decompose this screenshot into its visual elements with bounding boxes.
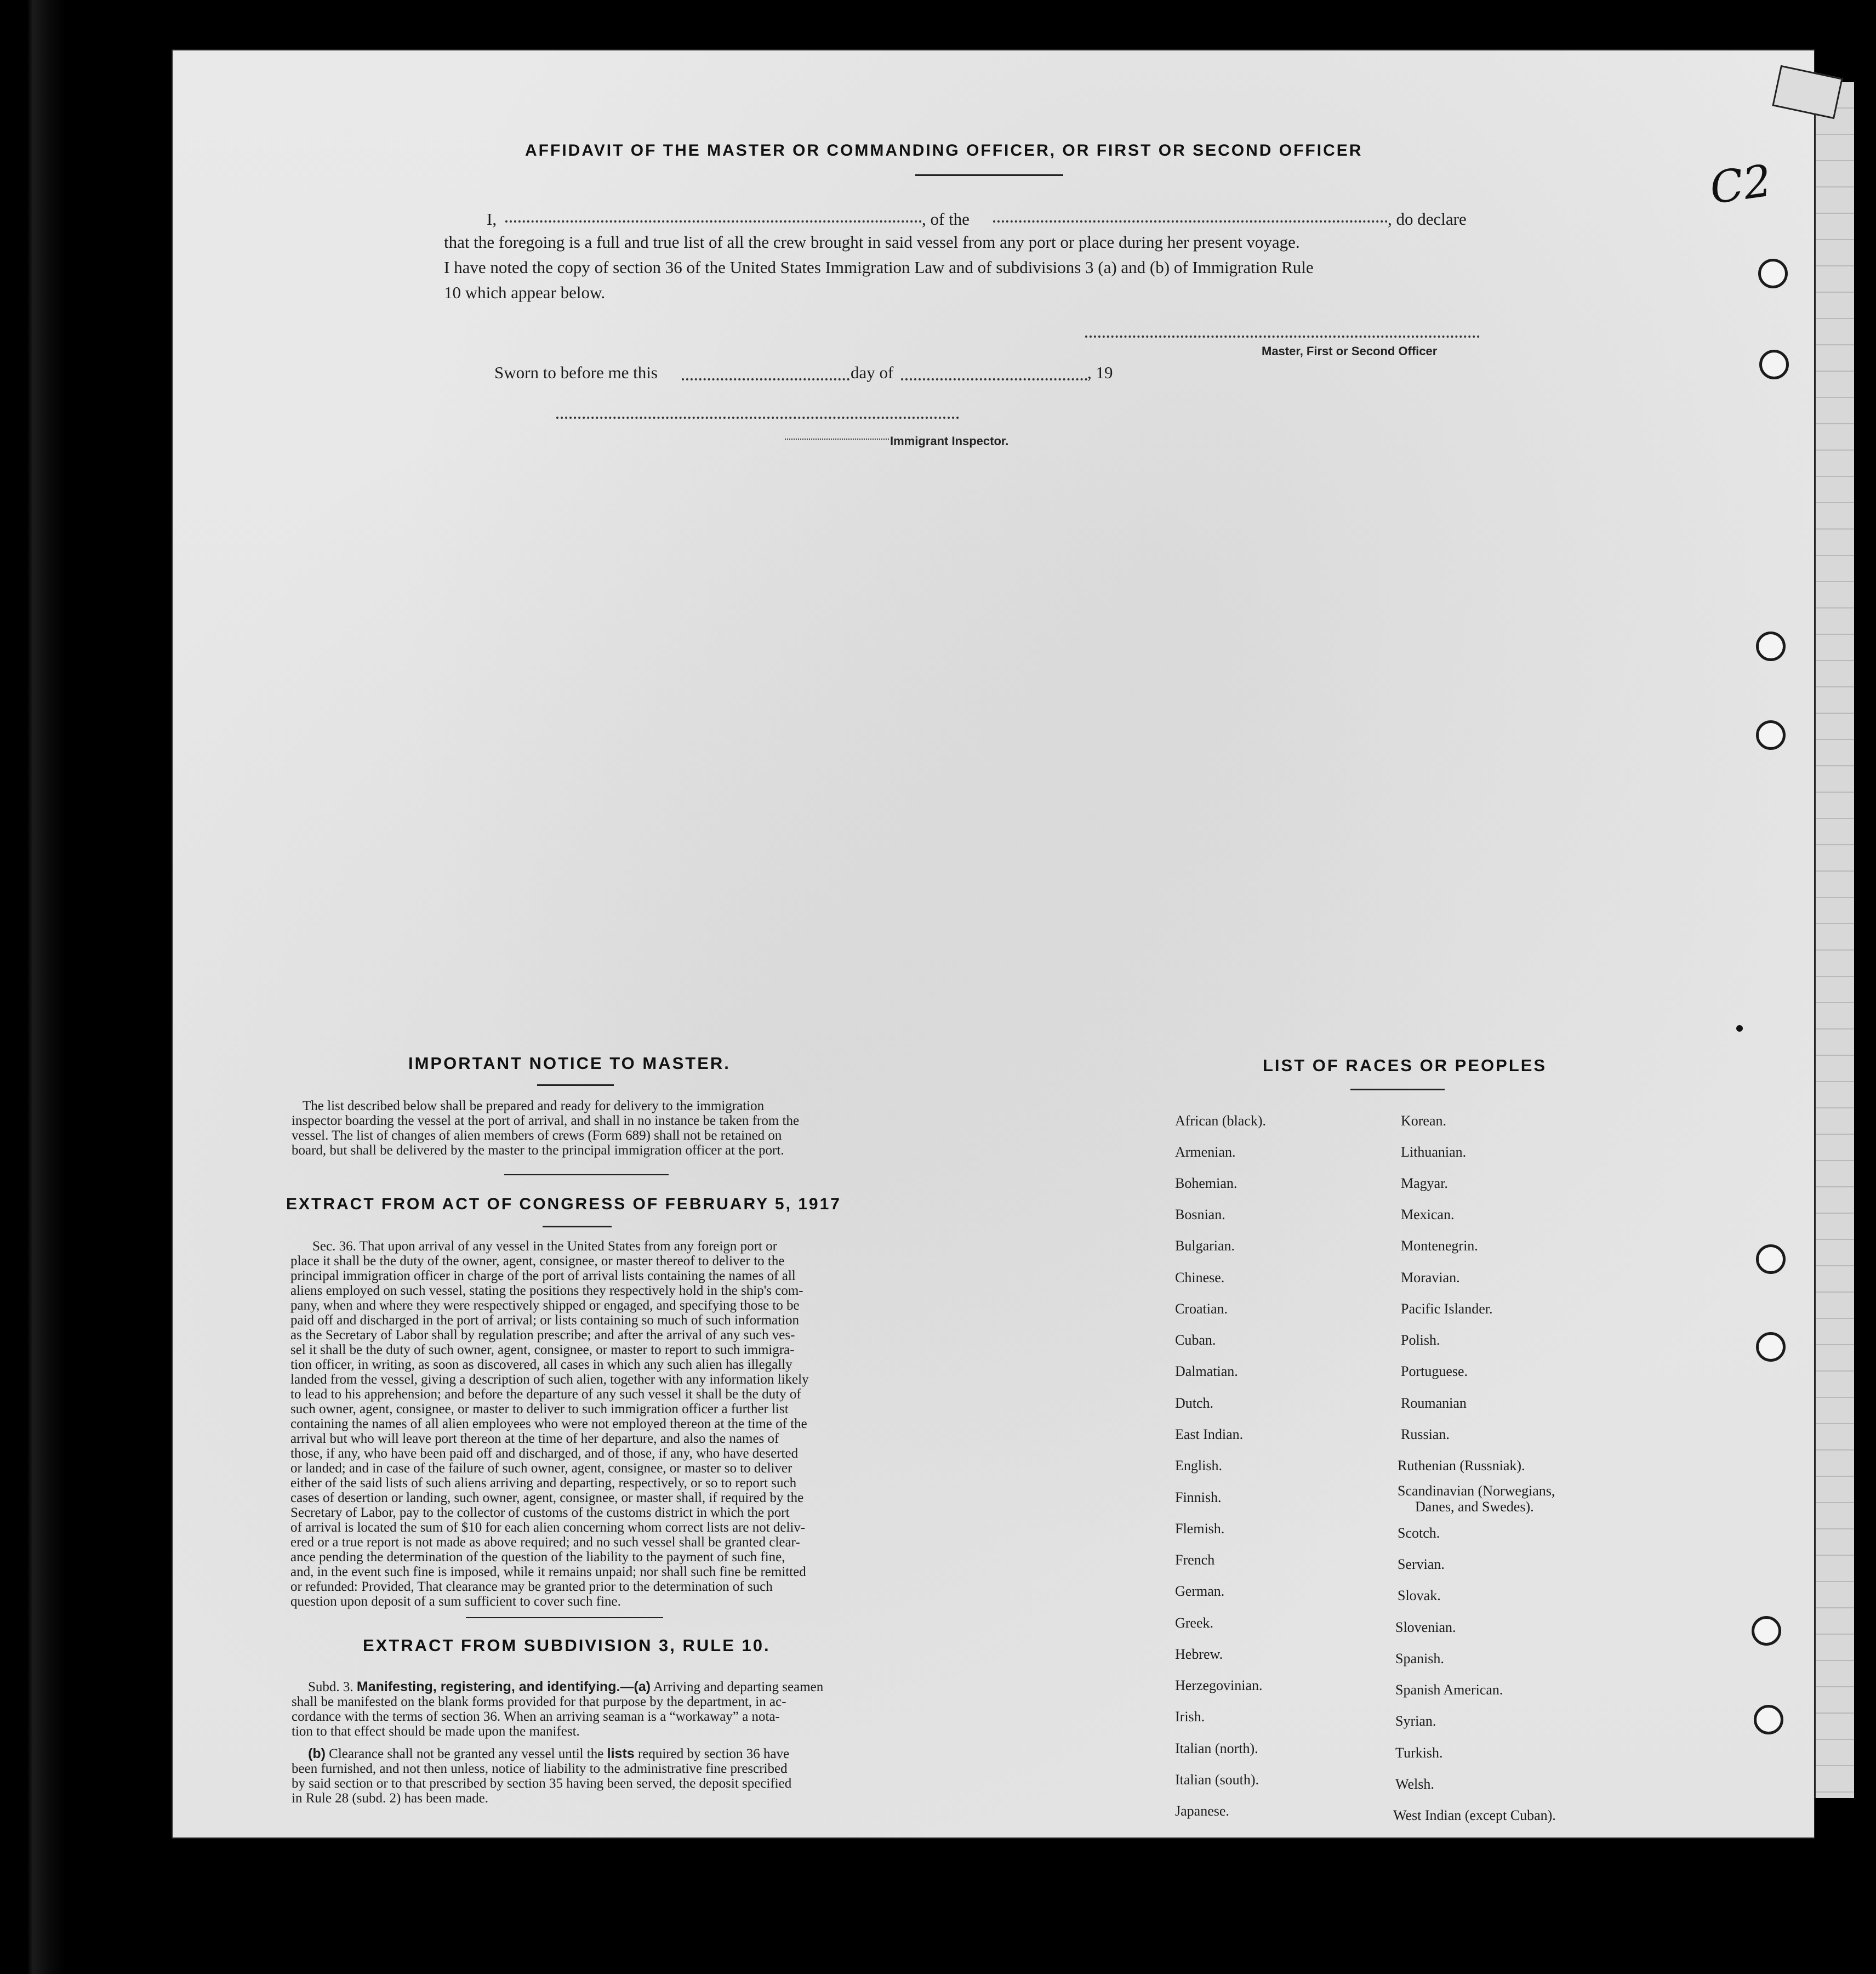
race-item: East Indian. xyxy=(1175,1426,1244,1442)
race-item: Mexican. xyxy=(1401,1207,1455,1222)
act-line: as the Secretary of Labor shall by regulation prescribe; and after the arrival of any such ves- xyxy=(290,1328,795,1342)
punch-hole xyxy=(1756,1332,1786,1362)
race-item: Roumanian xyxy=(1401,1395,1467,1411)
race-item-continuation: Danes, and Swedes). xyxy=(1415,1499,1534,1515)
rule-body-b xyxy=(292,1747,878,1806)
race-item: Italian (south). xyxy=(1175,1772,1259,1788)
race-item: African (black). xyxy=(1175,1113,1267,1129)
inspector-signature-line[interactable] xyxy=(556,417,959,419)
act-line: or landed; and in case of the failure of such owner, agent, consignee, or master so to deliver xyxy=(290,1461,792,1476)
notice-body xyxy=(292,1099,881,1158)
vessel-blank[interactable] xyxy=(993,220,1388,223)
rule-b-line: in Rule 28 (subd. 2) has been made. xyxy=(292,1791,488,1806)
race-item: Croatian. xyxy=(1175,1301,1228,1317)
act-line: place it shall be the duty of the owner, agent, consignee, or master thereof to deliver to the xyxy=(290,1254,785,1268)
act-line: sel it shall be the duty of such owner, agent, consignee, or master to report to such immigra- xyxy=(290,1342,795,1357)
handwritten-mark: C2 xyxy=(1707,155,1775,214)
race-item: Scandinavian (Norwegians, xyxy=(1398,1483,1555,1499)
signature-line[interactable] xyxy=(1085,335,1480,338)
rule-a-line: Arriving and departing seamen xyxy=(651,1680,824,1694)
act-line: to lead to his apprehension; and before the departure of any such vessel it shall be the duty of xyxy=(290,1387,801,1402)
race-item: Slovak. xyxy=(1398,1588,1441,1603)
sworn-day-blank[interactable] xyxy=(682,378,849,380)
act-line: question upon deposit of a sum sufficient to cover such fine. xyxy=(290,1594,621,1609)
race-item: Herzegovinian. xyxy=(1175,1677,1263,1693)
act-line: ered or a true report is not made as above required; and no such vessel shall be granted clear- xyxy=(290,1535,800,1550)
race-item: Armenian. xyxy=(1175,1144,1236,1160)
act-body xyxy=(290,1239,881,1609)
race-item: Dutch. xyxy=(1175,1395,1214,1411)
act-line: of arrival is located the sum of $10 for each alien concerning whom correct lists are not deliv- xyxy=(290,1520,806,1535)
punch-hole xyxy=(1754,1705,1783,1734)
rule-b-text: Clearance shall not be granted any vessel until the xyxy=(325,1747,607,1761)
notice-line: board, but shall be delivered by the master to the principal immigration officer at the port. xyxy=(292,1143,784,1158)
adjacent-page-edge xyxy=(1814,82,1854,1798)
race-item: Lithuanian. xyxy=(1401,1144,1467,1160)
race-item: Moravian. xyxy=(1401,1270,1460,1285)
race-item: French xyxy=(1175,1552,1215,1568)
rule-a-line: shall be manifested on the blank forms provided for that purpose by the department, in ac- xyxy=(292,1694,786,1709)
race-item: Servian. xyxy=(1398,1556,1445,1572)
rule-b-heading: (b) xyxy=(308,1746,326,1761)
punch-hole xyxy=(1758,259,1788,288)
affidavit-declare: , do declare xyxy=(1388,209,1467,229)
rule-a-line: tion to that effect should be made upon the manifest. xyxy=(292,1724,580,1739)
race-item: Turkish. xyxy=(1395,1745,1443,1761)
race-item: Pacific Islander. xyxy=(1401,1301,1493,1317)
race-item: English. xyxy=(1175,1458,1222,1474)
affidavit-line-4: 10 which appear below. xyxy=(444,283,606,302)
race-item: Greek. xyxy=(1175,1615,1214,1631)
race-item: Japanese. xyxy=(1175,1803,1229,1819)
rule-a-heading: Manifesting, registering, and identifying.—(a) xyxy=(356,1679,651,1694)
punch-hole xyxy=(1752,1616,1781,1646)
affidavit-line-3: I have noted the copy of section 36 of the United States Immigration Law and of subdivisions 3 (a) and (b) of Immigration Rule xyxy=(444,258,1314,277)
notice-line: The list described below shall be prepared and ready for delivery to the immigration xyxy=(303,1099,765,1113)
race-item: Portuguese. xyxy=(1401,1363,1468,1379)
scan-edge xyxy=(0,0,66,1974)
act-line: Sec. 36. That upon arrival of any vessel in the United States from any foreign port or xyxy=(312,1239,777,1254)
race-item: Slovenian. xyxy=(1395,1619,1456,1635)
race-item: Flemish. xyxy=(1175,1521,1225,1537)
act-line: principal immigration officer in charge of the port of arrival lists containing the names of all xyxy=(290,1268,796,1283)
notice-line: inspector boarding the vessel at the port of arrival, and shall in no instance be taken from the xyxy=(292,1113,800,1128)
race-item: West Indian (except Cuban). xyxy=(1393,1807,1556,1823)
punch-hole xyxy=(1756,1244,1786,1274)
rule-title: EXTRACT FROM SUBDIVISION 3, RULE 10. xyxy=(363,1636,771,1655)
notice-title: IMPORTANT NOTICE TO MASTER. xyxy=(408,1054,731,1073)
punch-hole xyxy=(1756,632,1786,661)
act-line: arrival but who will leave port thereon at the time of her departure, and also the names of xyxy=(290,1431,779,1446)
sworn-year: , 19 xyxy=(1087,363,1113,382)
race-item: Bohemian. xyxy=(1175,1175,1238,1191)
race-item: Russian. xyxy=(1401,1426,1450,1442)
rule-b-text: required by section 36 have xyxy=(634,1747,790,1761)
act-line: ance pending the determination of the question of the liability to the payment of such fine, xyxy=(290,1550,785,1565)
affidavit-title: AFFIDAVIT OF THE MASTER OR COMMANDING OFFICER, OR FIRST OR SECOND OFFICER xyxy=(525,141,1363,160)
name-blank[interactable] xyxy=(505,220,922,223)
affidavit-of-the: , of the xyxy=(922,209,970,229)
section-divider xyxy=(504,1174,669,1175)
races-title: LIST OF RACES OR PEOPLES xyxy=(1263,1056,1547,1075)
rule-body-a xyxy=(292,1680,878,1739)
section-divider xyxy=(466,1617,663,1618)
act-line: containing the names of all alien employees who were not employed thereon at the time of the xyxy=(290,1416,807,1431)
race-item: Syrian. xyxy=(1395,1713,1436,1729)
act-line: aliens employed on such vessel, stating the positions they respectively hold in the ship's com- xyxy=(290,1283,803,1298)
act-line: Secretary of Labor, pay to the collector of customs of the customs district in which the port xyxy=(290,1505,790,1520)
notice-rule xyxy=(537,1084,614,1086)
rule-a-prefix: Subd. 3. xyxy=(308,1680,357,1694)
rule-b-line: by said section or to that prescribed by section 35 having been served, the deposit specified xyxy=(292,1776,792,1791)
rule-b-lists: lists xyxy=(607,1746,635,1761)
act-line: either of the said lists of such aliens arriving and departing, respectively, or so to report such xyxy=(290,1476,797,1491)
race-item: Polish. xyxy=(1401,1332,1440,1348)
act-rule xyxy=(543,1226,612,1227)
race-item: Chinese. xyxy=(1175,1270,1225,1285)
race-item: Finnish. xyxy=(1175,1489,1222,1505)
act-line: landed from the vessel, giving a description of such alien, together with any information likely xyxy=(290,1372,809,1387)
inspector-caption: Immigrant Inspector. xyxy=(890,434,1009,448)
inspector-name-dots xyxy=(785,439,889,440)
race-item: Ruthenian (Russniak). xyxy=(1398,1458,1525,1474)
race-item: Bulgarian. xyxy=(1175,1238,1235,1254)
race-item: Spanish. xyxy=(1395,1651,1444,1666)
race-item: Magyar. xyxy=(1401,1175,1448,1191)
race-item: Montenegrin. xyxy=(1401,1238,1478,1254)
act-line: those, if any, who have been paid off and discharged, and of those, if any, who have deserted xyxy=(290,1446,799,1461)
race-item: Cuban. xyxy=(1175,1332,1216,1348)
act-line: tion officer, in writing, as soon as discovered, all cases in which any such alien has illegally xyxy=(290,1357,792,1372)
race-item: Hebrew. xyxy=(1175,1646,1223,1662)
race-item: Korean. xyxy=(1401,1113,1447,1129)
race-item: German. xyxy=(1175,1583,1225,1599)
affidavit-i: I, xyxy=(487,209,497,229)
notice-line: vessel. The list of changes of alien members of crews (Form 689) shall not be retained on xyxy=(292,1128,782,1143)
act-line: pany, when and where they were respectively shipped or engaged, and specifying those to be xyxy=(290,1298,800,1313)
title-rule xyxy=(915,174,1063,176)
sworn-prefix: Sworn to before me this xyxy=(494,363,658,382)
ink-dot xyxy=(1736,1025,1743,1032)
sworn-month-blank[interactable] xyxy=(901,378,1087,380)
act-line: or refunded: Provided, That clearance may be granted prior to the determination of such xyxy=(290,1579,773,1594)
act-line: paid off and discharged in the port of arrival; or lists containing so much of such information xyxy=(290,1313,800,1328)
race-item: Irish. xyxy=(1175,1709,1205,1725)
punch-hole xyxy=(1756,720,1786,750)
rule-a-line: cordance with the terms of section 36. When an arriving seaman is a “workaway” a nota- xyxy=(292,1709,780,1724)
act-title: EXTRACT FROM ACT OF CONGRESS OF FEBRUARY 5, 1917 xyxy=(286,1195,841,1213)
race-item: Bosnian. xyxy=(1175,1207,1225,1222)
race-item: Italian (north). xyxy=(1175,1740,1258,1756)
signature-caption: Master, First or Second Officer xyxy=(1262,344,1438,358)
race-item: Dalmatian. xyxy=(1175,1363,1238,1379)
punch-hole xyxy=(1759,350,1789,379)
act-line: cases of desertion or landing, such owner, agent, consignee, or master shall, if required by the xyxy=(290,1491,804,1505)
sworn-day-of: day of xyxy=(851,363,894,382)
act-line: such owner, agent, consignee, or master to deliver to such immigration officer a further list xyxy=(290,1402,789,1416)
race-item: Welsh. xyxy=(1395,1776,1434,1792)
act-line: and, in the event such fine is imposed, while it remains unpaid; nor shall such fine be remitted xyxy=(290,1565,806,1579)
race-item: Spanish American. xyxy=(1395,1682,1503,1698)
races-rule xyxy=(1350,1089,1445,1090)
race-item: Scotch. xyxy=(1398,1525,1440,1541)
rule-b-line: been furnished, and not then unless, notice of liability to the administrative fine prescribed xyxy=(292,1761,788,1776)
affidavit-line-2: that the foregoing is a full and true list of all the crew brought in said vessel from any port or place during her present voyage. xyxy=(444,232,1300,252)
